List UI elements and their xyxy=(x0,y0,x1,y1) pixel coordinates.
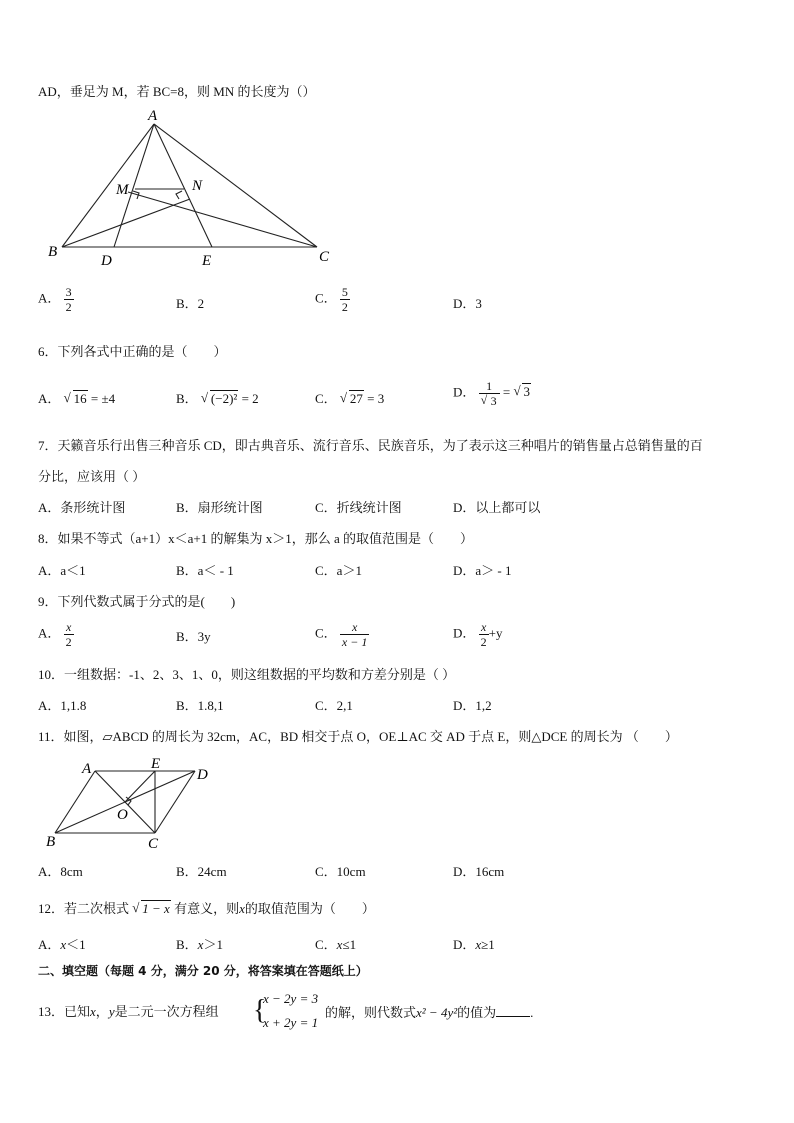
q6-option-c[interactable]: C． √ 27 = 3 xyxy=(315,391,384,407)
q9-option-d[interactable]: D． $\frac{x}{2}$ +y xyxy=(453,620,503,649)
q7-stem-line1: 7．天籁音乐行出售三种音乐 CD，即古典音乐、流行音乐、民族音乐，为了表示这三种唱片的销售量占总销售量的百 xyxy=(38,438,703,453)
q11-option-c[interactable]: C．10cm xyxy=(315,864,366,879)
q12-option-a[interactable]: A．x＜1 xyxy=(38,937,86,952)
q7-option-b[interactable]: B．扇形统计图 xyxy=(176,500,263,515)
fraction: $\frac{3}{2}$ xyxy=(65,285,72,314)
system-eq1: x − 2y = 3 xyxy=(263,991,319,1006)
q8-option-d[interactable]: D．a＞ - 1 xyxy=(453,563,512,578)
q5-label-n: N xyxy=(192,178,203,194)
q11-label-a: A xyxy=(82,761,92,777)
sqrt: √ (−2)² xyxy=(201,391,238,407)
q13-stem-tail: 的解，则代数式x² − 4y²的值为 . xyxy=(325,1005,534,1020)
q5-option-b[interactable]: B．2 xyxy=(176,296,205,311)
q13-stem: 13．已知x，y是二元一次方程组 xyxy=(38,1004,219,1019)
q12-option-c[interactable]: C．x≤1 xyxy=(315,937,357,952)
q5-option-c[interactable]: C． $\frac{5}{2}$ xyxy=(315,285,348,314)
q5-label-b: B xyxy=(48,244,58,260)
section-title: 二、填空题（每题 4 分，满分 20 分，将答案填在答题纸上） xyxy=(38,964,368,978)
sqrt: √ 1 − x xyxy=(132,901,171,917)
q9-option-b[interactable]: B．3y xyxy=(176,629,211,644)
q9-option-a[interactable]: A． $\frac{x}{2}$ xyxy=(38,620,72,649)
fraction: $\frac{x}{2}$ xyxy=(65,620,72,649)
q9-option-c[interactable]: C． $\frac{x}{x - 1}$ xyxy=(315,620,368,649)
option-letter: A． xyxy=(38,290,61,306)
q8-option-c[interactable]: C．a＞1 xyxy=(315,563,362,578)
q11-option-a[interactable]: A．8cm xyxy=(38,864,83,879)
q7-option-d[interactable]: D．以上都可以 xyxy=(453,500,541,515)
q5-label-c: C xyxy=(319,249,330,265)
q10-stem: 10．一组数据：-1、2、3、1、0，则这组数据的平均数和方差分别是（ ） xyxy=(38,667,456,682)
q8-option-a[interactable]: A．a＜1 xyxy=(38,563,86,578)
fraction: $\frac{x}{x - 1}$ xyxy=(341,620,368,649)
q11-option-d[interactable]: D．16cm xyxy=(453,864,505,879)
q7-stem-line2: 分比，应该用（ ） xyxy=(38,469,146,484)
q11-label-o: O xyxy=(117,807,128,823)
q5-option-a[interactable] xyxy=(38,285,74,314)
q8-stem: 8．如果不等式（a+1）x＜a+1 的解集为 x＞1，那么 a 的取值范围是（ ） xyxy=(38,531,473,546)
q11-parallelogram-figure xyxy=(40,754,230,854)
q11-label-d: D xyxy=(197,767,208,783)
q5-label-d: D xyxy=(101,253,112,269)
q5-stem: AD，垂足为 M，若 BC=8，则 MN 的长度为（） xyxy=(38,84,316,99)
fraction: 1 √ 3 xyxy=(479,379,500,408)
q8-option-b[interactable]: B．a＜ - 1 xyxy=(176,563,234,578)
q5-option-d[interactable]: D．3 xyxy=(453,296,482,311)
q10-option-d[interactable]: D．1,2 xyxy=(453,698,492,713)
q6-option-a[interactable]: A． √ 16 = ±4 xyxy=(38,391,115,407)
q6-option-d[interactable]: D． 1 √ 3 = √ 3 xyxy=(453,379,531,408)
q7-option-c[interactable]: C．折线统计图 xyxy=(315,500,402,515)
q10-option-a[interactable]: A．1,1.8 xyxy=(38,698,87,713)
q9-stem: 9．下列代数式属于分式的是( ) xyxy=(38,594,236,609)
q6-option-b[interactable]: B． √ (−2)² = 2 xyxy=(176,391,259,407)
fraction: $\frac{x}{2}$ xyxy=(480,620,487,649)
brace: { xyxy=(253,995,267,1026)
q6-stem: 6．下列各式中正确的是（ ） xyxy=(38,344,227,359)
q11-label-c: C xyxy=(148,836,159,852)
q10-option-c[interactable]: C．2,1 xyxy=(315,698,353,713)
q11-label-b: B xyxy=(46,834,56,850)
q5-label-a: A xyxy=(148,108,158,124)
q12-stem: 12．若二次根式 √ 1 − x 有意义，则x的取值范围为（ ） xyxy=(38,901,375,917)
q5-label-m: M xyxy=(116,182,129,198)
fraction: $\frac{5}{2}$ xyxy=(341,285,348,314)
q12-option-d[interactable]: D．x≥1 xyxy=(453,937,495,952)
q11-stem: 11．如图，▱ABCD 的周长为 32cm，AC，BD 相交于点 O，OE⊥AC 交 AD 于点 E，则△DCE 的周长为 （ ） xyxy=(38,729,678,744)
sqrt: √ 3 xyxy=(513,384,531,400)
q5-triangle-figure xyxy=(40,104,340,270)
q10-option-b[interactable]: B．1.8,1 xyxy=(176,698,224,713)
sqrt: √ 27 xyxy=(340,391,364,407)
answer-blank[interactable] xyxy=(496,1004,530,1017)
q11-option-b[interactable]: B．24cm xyxy=(176,864,227,879)
q11-label-e: E xyxy=(151,756,161,772)
sqrt: √ 16 xyxy=(64,391,88,407)
q7-option-a[interactable]: A．条形统计图 xyxy=(38,500,126,515)
system-eq2: x + 2y = 1 xyxy=(263,1015,319,1030)
q5-label-e: E xyxy=(202,253,212,269)
q12-option-b[interactable]: B．x＞1 xyxy=(176,937,223,952)
